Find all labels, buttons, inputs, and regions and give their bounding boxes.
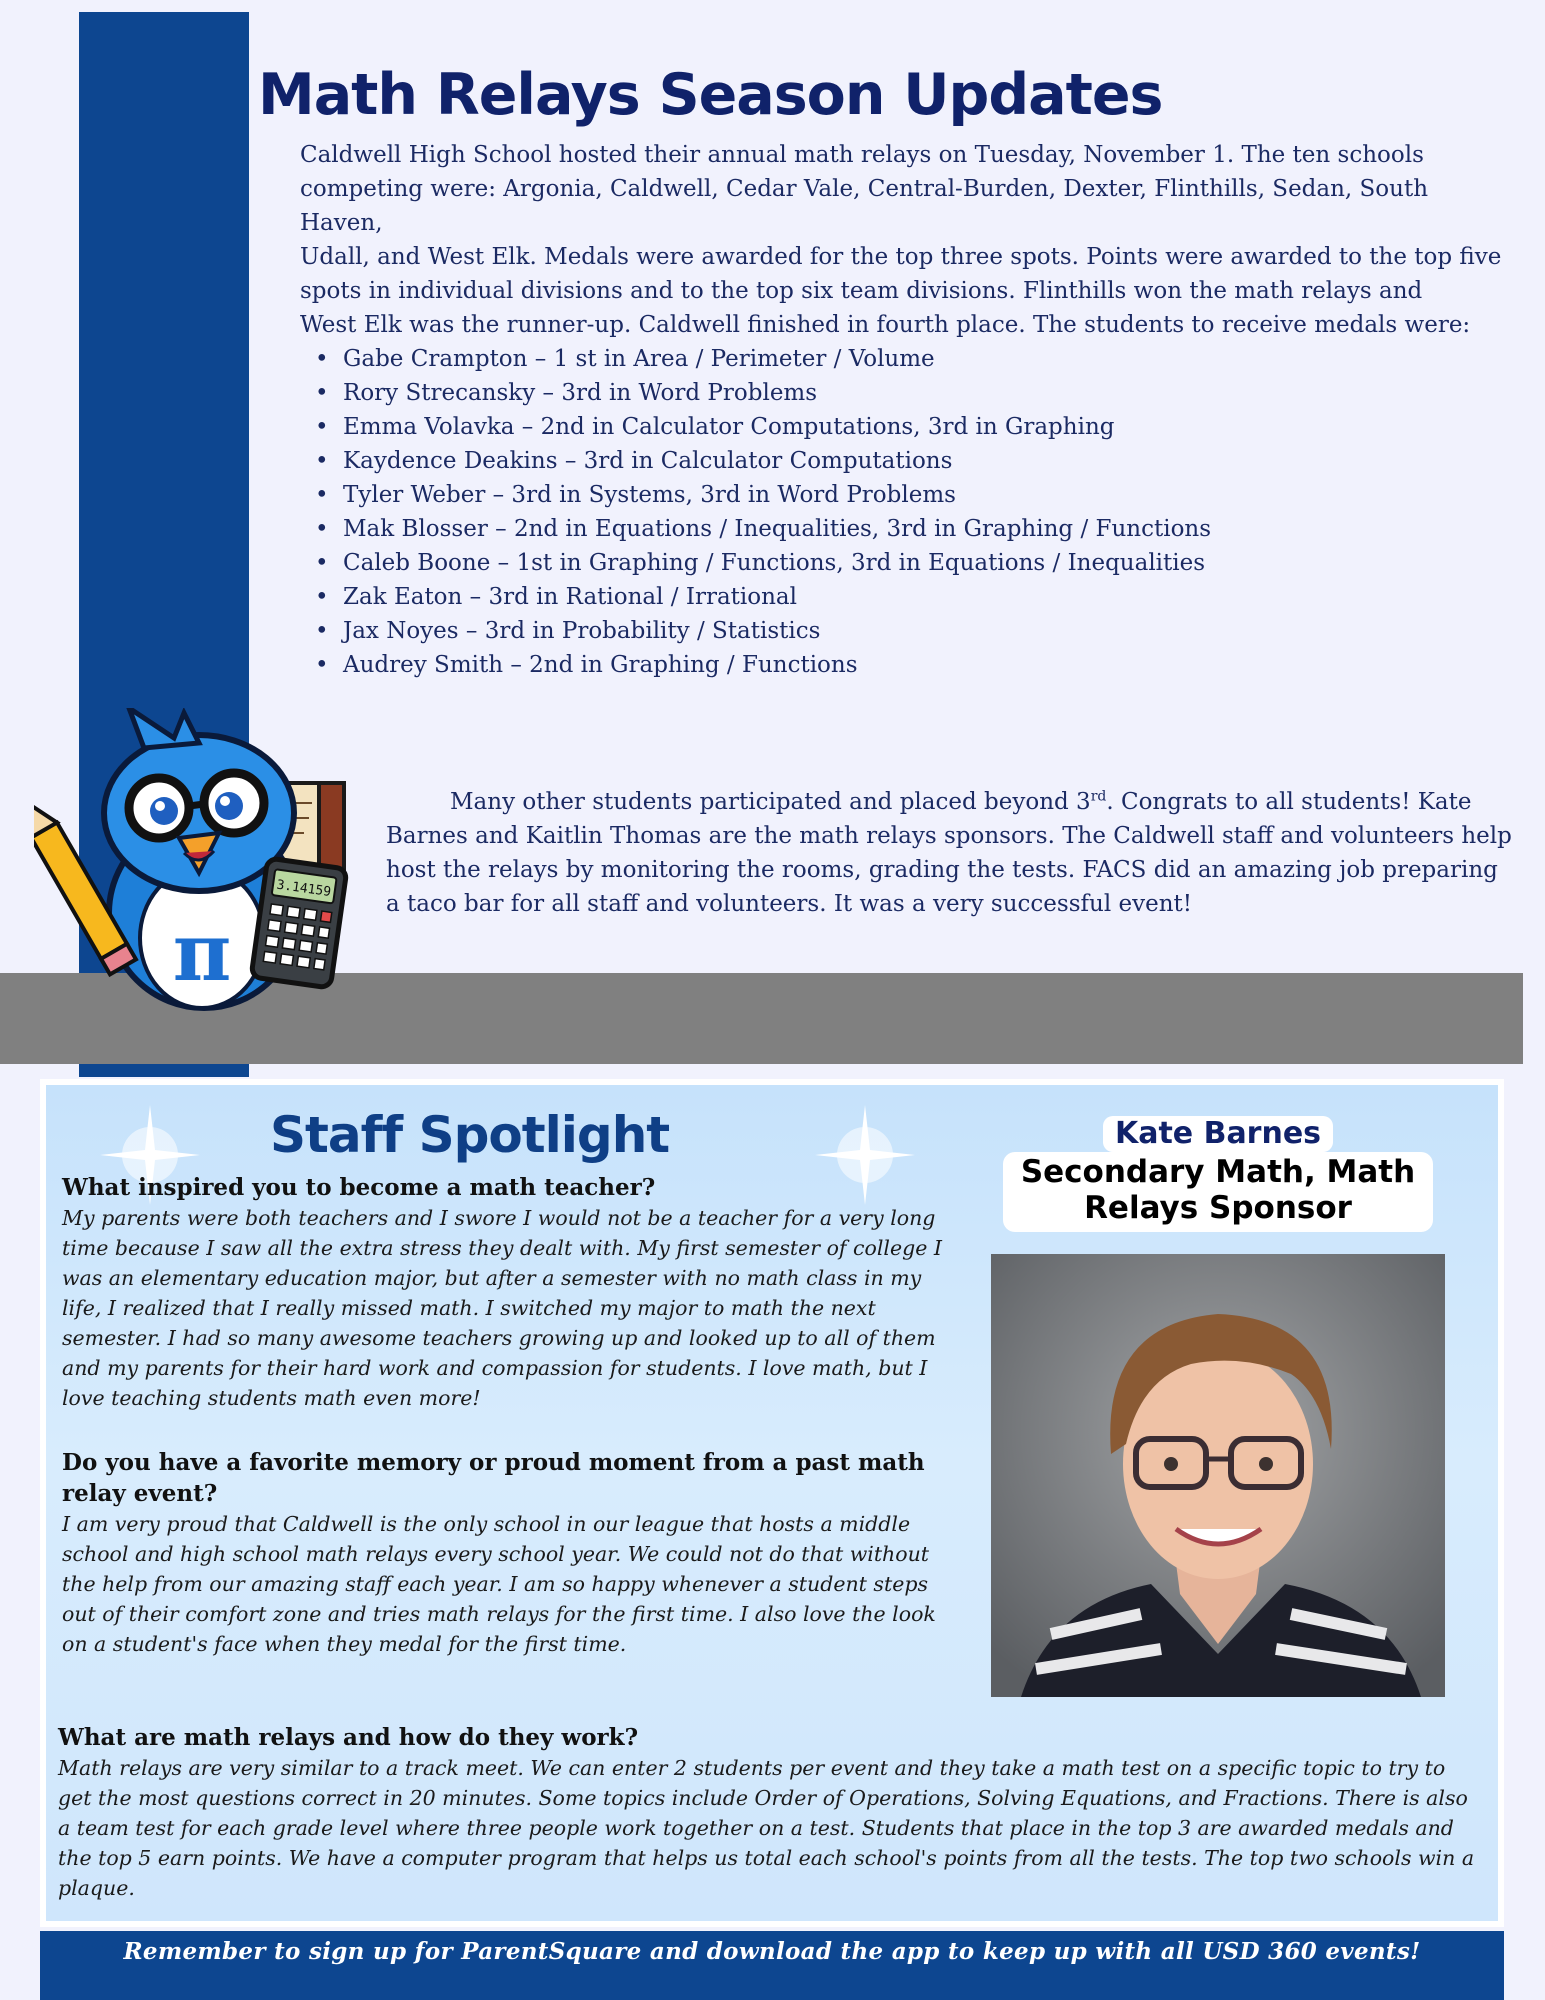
closing-text-end: . Congrats to all students! Kate Barnes and Kaitlin Thomas are the math relays sponsors. The Caldwell staff and volunteers help host the relays by monitoring the rooms, grading the tests. FACS did an amazing job preparing a taco bar for all staff and volunteers. It was a very successful event! bbox=[386, 789, 1512, 917]
staff-role: Secondary Math, Math Relays Sponsor bbox=[1003, 1152, 1433, 1232]
qa-block bbox=[62, 1172, 967, 1413]
list-item: • Emma Volavka – 2nd in Calculator Computations, 3rd in Graphing bbox=[343, 410, 1505, 444]
question: What are math relays and how do they work? bbox=[58, 1724, 639, 1751]
list-item: • Caleb Boone – 1st in Graphing / Functions, 3rd in Equations / Inequalities bbox=[343, 546, 1505, 580]
ordinal-suffix: rd bbox=[1090, 788, 1107, 805]
list-item: • Tyler Weber – 3rd in Systems, 3rd in Word Problems bbox=[343, 478, 1505, 512]
article-line-1: Caldwell High School hosted their annual math relays on Tuesday, November 1. The ten schools competing were: Argonia, Caldwell, Cedar Vale, Central-Burden, Dexter, Flinthills, Sedan, South Haven, bbox=[300, 142, 1429, 236]
calculator-display: 3.14159 bbox=[275, 877, 332, 901]
article-intro bbox=[300, 138, 1505, 682]
staff-photo bbox=[991, 1254, 1445, 1697]
list-item: • Jax Noyes – 3rd in Probability / Statistics bbox=[343, 614, 1505, 648]
list-item: • Zak Eaton – 3rd in Rational / Irrational bbox=[343, 580, 1505, 614]
staff-name: Kate Barnes bbox=[1103, 1116, 1333, 1152]
bluejay-mascot-illustration bbox=[34, 708, 374, 1018]
question: Do you have a favorite memory or proud moment from a past math relay event? bbox=[62, 1449, 925, 1507]
answer: My parents were both teachers and I swore I would not be a teacher for a very long time because I saw all the extra stress they dealt with. My first semester of college I was an elementary education major, but after a semester with no math class in my life, I realized that I really missed math. I switched my major to math the next semester. I had so many awesome teachers growing up and looked up to all of them and my parents for their hard work and compassion for students. I love math, but I love teaching students math even more! bbox=[62, 1206, 942, 1410]
medalist-list bbox=[300, 342, 1505, 682]
list-item: • Audrey Smith – 2nd in Graphing / Functions bbox=[343, 648, 1505, 682]
closing-paragraph bbox=[386, 785, 1516, 921]
qa-block bbox=[58, 1722, 1483, 1903]
staff-name-card bbox=[1003, 1116, 1433, 1232]
qa-block bbox=[62, 1447, 967, 1659]
list-item: • Gabe Crampton – 1 st in Area / Perimeter / Volume bbox=[343, 342, 1505, 376]
pi-symbol: π bbox=[172, 905, 232, 999]
spotlight-title: Staff Spotlight bbox=[270, 1106, 670, 1164]
calculator-icon bbox=[251, 858, 347, 988]
page-title: Math Relays Season Updates bbox=[258, 62, 1163, 128]
article-line-2: Udall, and West Elk. Medals were awarded for the top three spots. Points were awarded to the top five spots in individual divisions and to the top six team divisions. Flinthills won the math relays and bbox=[300, 244, 1502, 304]
question: What inspired you to become a math teacher? bbox=[62, 1174, 656, 1201]
list-item: • Kaydence Deakins – 3rd in Calculator Computations bbox=[343, 444, 1505, 478]
footer-banner: Remember to sign up for ParentSquare and download the app to keep up with all USD 360 events! bbox=[40, 1931, 1504, 2000]
answer: Math relays are very similar to a track meet. We can enter 2 students per event and they take a math test on a specific topic to try to get the most questions correct in 20 minutes. Some topics include Order of Operations, Solving Equations, and Fractions. There is also a team test for each grade level where three people work together on a test. Students that place in the top 3 are awarded medals and the top 5 earn points. We have a computer program that helps us total each school's points from all the tests. The top two schools win a plaque. bbox=[58, 1756, 1475, 1900]
answer: I am very proud that Caldwell is the only school in our league that hosts a middle school and high school math relays every school year. We could not do that without the help from our amazing staff each year. I am so happy whenever a student steps out of their comfort zone and tries math relays for the first time. I also love the look on a student's face when they medal for the first time. bbox=[62, 1512, 936, 1656]
list-item: • Mak Blosser – 2nd in Equations / Inequalities, 3rd in Graphing / Functions bbox=[343, 512, 1505, 546]
article-line-3: West Elk was the runner-up. Caldwell finished in fourth place. The students to receive medals were: bbox=[300, 312, 1471, 338]
list-item: • Rory Strecansky – 3rd in Word Problems bbox=[343, 376, 1505, 410]
closing-text-start: Many other students participated and placed beyond 3 bbox=[450, 789, 1091, 815]
